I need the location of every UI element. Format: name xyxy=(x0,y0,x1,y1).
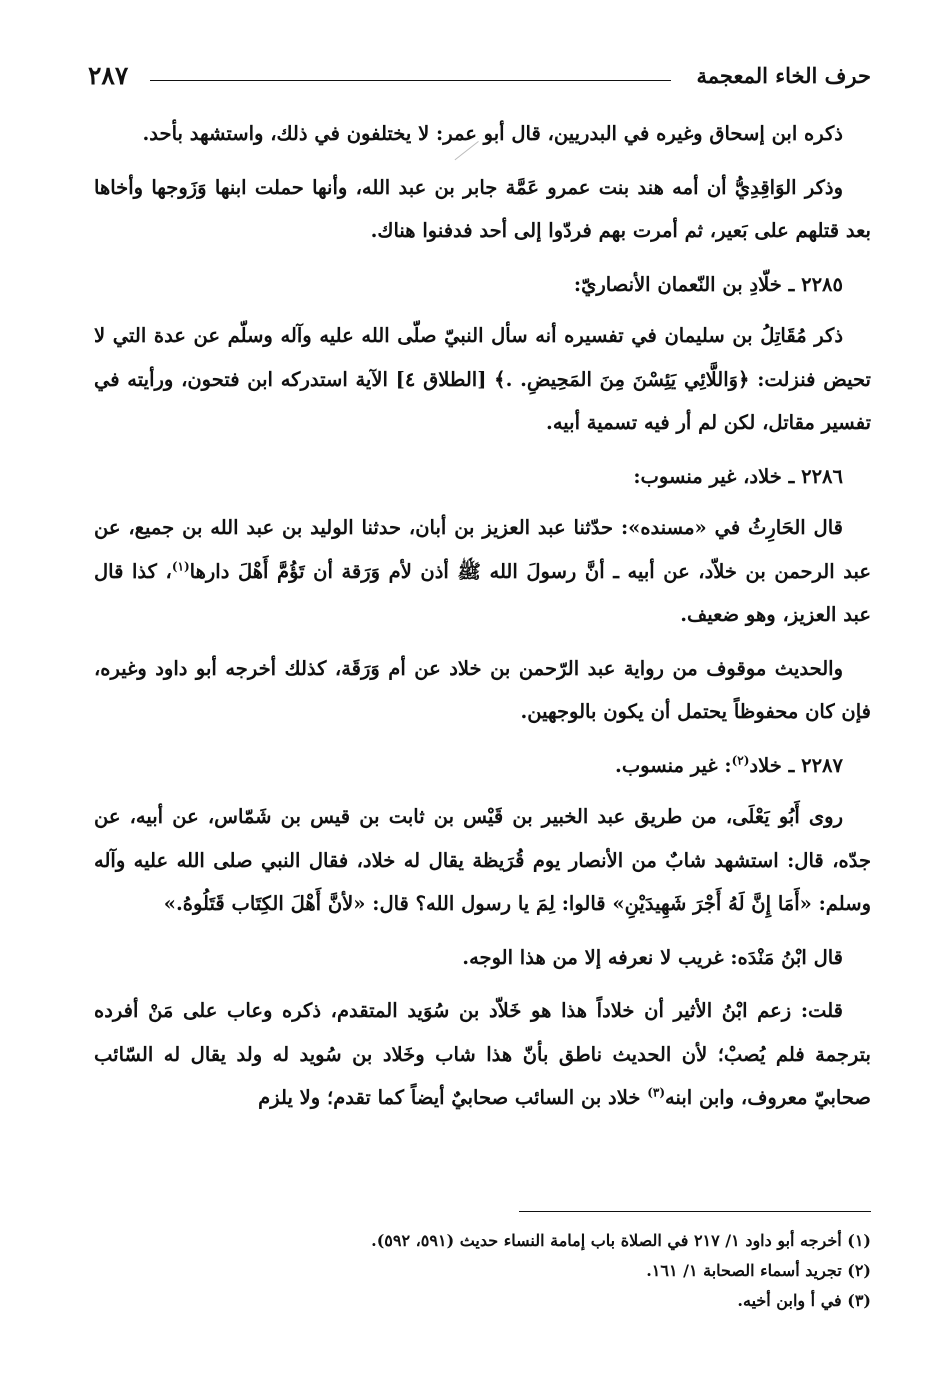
paragraph-qultu xyxy=(94,989,871,1120)
footnote-rule xyxy=(519,1211,871,1212)
paragraph-mawquf: والحديث موقوف من رواية عبد الرّحمن بن خلاد عن أم وَرَقَة، كذلك أخرجه أبو داود وغيره، فإن كان محفوظاً يحتمل أن يكون بالوجهين. xyxy=(94,656,871,723)
footnote-2: (٢) تجريد أسماء الصحابة ١/ ١٦١. xyxy=(646,1261,871,1280)
paragraph-qultu-text: قلت: زعم ابْنُ الأثير أن خلاداً هذا هو خَلاّد بن سُوَيد المتقدم، ذكره وعاب على مَنْ أفرده بترجمة فلم يُصبْ؛ لأن الحديث ناطق بأنّ هذا شاب وخَلاد بن سُويد له ولد يقال له السّائب صحابيّ معروف، وابن ابنه xyxy=(94,999,871,1109)
header-rule xyxy=(150,80,671,81)
paragraph-ibn-mandah: قال ابْنُ مَنْدَه: غريب لا نعرفه إلا من هذا الوجه. xyxy=(462,945,843,969)
entry-heading-2287-text: ٢٢٨٧ ـ خلاد xyxy=(749,753,843,777)
page-number: ٢٨٧ xyxy=(88,61,129,90)
chapter-title: حرف الخاء المعجمة xyxy=(696,63,871,88)
paragraph-badriyyin: ذكره ابن إسحاق وغيره في البدريين، قال أبو عمر: لا يختلفون في ذلك، واستشهد بأحد. xyxy=(142,122,843,145)
entry-heading-2285: ٢٢٨٥ ـ خلّادِ بن النّعمان الأنصاريّ: xyxy=(573,272,843,296)
paragraph-abu-yala: روى أَبُو يَعْلَى، من طريق عبد الخبير بن قَيْس بن ثابت بن قيس بن شَمّاس، عن أبيه، عن جدّه، قال: استشهد شابٌ من الأنصار يوم قُرَيظة يقال له خلاد، فقال النبي صلى الله عليه وآله وسلم: «أَمَا إِنَّ لَهُ أَجْرَ شَهِيدَيْنِ» قالوا: لِمَ يا رسول الله؟ قال: «لأنَّ أَهْلَ الكِتَاب قَتَلُوهُ.» xyxy=(94,805,871,915)
paragraph-waqidi: وذكر الوَاقِدِيُّ أن أمه هند بنت عمرو عَمَّة جابر بن عبد الله، وأنها حملت ابنها وَزَوجها وأخاها بعد قتلهم على بَعير، ثم أمرت بهم فردّوا إلى أحد فدفنوا هناك. xyxy=(94,175,871,242)
entry-heading-2287 xyxy=(94,744,871,788)
paragraph-harith xyxy=(94,506,871,637)
footnotes xyxy=(94,1226,871,1316)
paragraph-qultu-text-end: خلاد بن السائب صحابيٌ أيضاً كما تقدم؛ ولا يلزم xyxy=(258,1086,648,1109)
running-header xyxy=(88,58,871,94)
footnote-ref-3[interactable]: (٣) xyxy=(647,1085,666,1100)
footnote-1: (١) أخرجه أبو داود ١/ ٢١٧ في الصلاة باب إمامة النساء حديث (٥٩١، ٥٩٢). xyxy=(371,1231,871,1250)
entry-heading-2286: ٢٢٨٦ ـ خلاد، غير منسوب: xyxy=(633,464,843,488)
footnote-3: (٣) في أ وابن أخيه. xyxy=(737,1291,871,1310)
paragraph-muqatil: ذكر مُقَاتِلُ بن سليمان في تفسيره أنه سأل النبيّ صلّى الله عليه وآله وسلّم عن عدة التي لا تحيض فنزلت: ﴿وَاللَّائِي يَئِسْنَ مِنَ المَحِيضِ. .﴾ [الطلاق ٤] الآية استدركه ابن فتحون، ورأيته في تفسير مقاتل، لكن لم أر فيه تسمية أبيه. xyxy=(94,324,871,434)
paragraph-harith-text: قال الحَارِثُ في «مسنده»: حدّثنا عبد العزيز بن أبان، حدثنا الوليد بن عبد الله بن جميع، عن عبد الرحمن بن خلاّد، عن أبيه ـ أنَّ رسولَ الله ﷺ أذن لأم وَرَقة أن تَؤُمَّ أَهْلَ دارها xyxy=(94,516,871,583)
footnote-ref-1[interactable]: (١) xyxy=(171,559,190,573)
paragraph-harith-text-end: ، كذا قال عبد العزيز، وهو ضعيف. xyxy=(94,559,871,626)
main-text xyxy=(94,112,871,1130)
footnote-ref-2[interactable]: (٢) xyxy=(731,753,750,767)
entry-heading-2287-text-end: : غير منسوب. xyxy=(615,753,732,777)
